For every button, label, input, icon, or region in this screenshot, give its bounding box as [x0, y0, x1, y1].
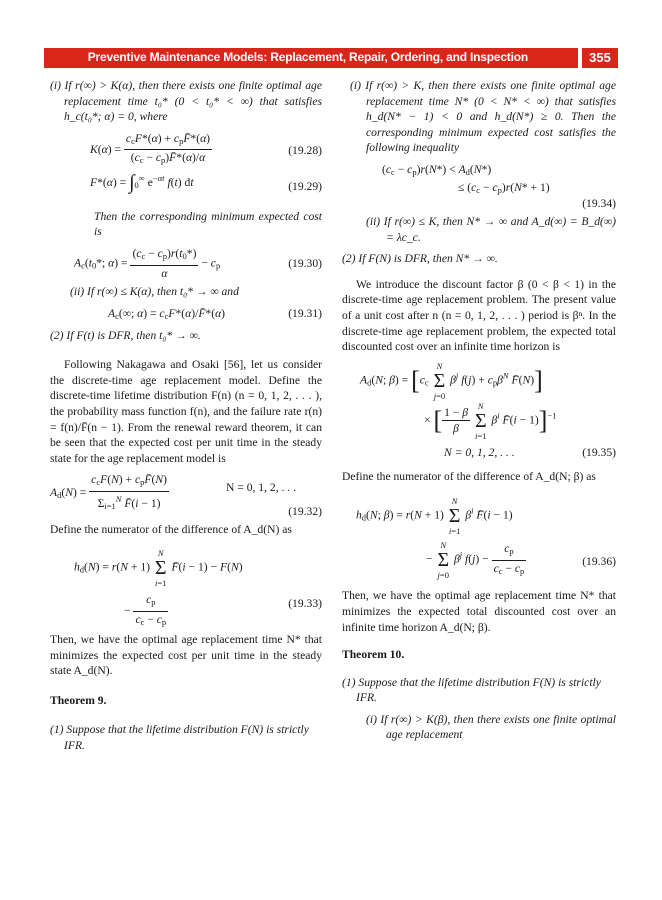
eq-label-19-34: (19.34)	[582, 196, 616, 210]
right-define-numerator: Define the numerator of the difference of A_d(N; β) as	[342, 469, 596, 483]
eq-label-19-29: (19.29)	[288, 179, 322, 193]
left-after-29: Then the corresponding minimum expected cost is	[94, 209, 322, 239]
right-item-ii: (ii) If r(∞) ≤ K, then N* → ∞ and A_d(∞) = B_d(∞) = λc_c.	[366, 214, 616, 244]
left-define-numerator: Define the numerator of the difference of A_d(N) as	[50, 523, 292, 537]
equation-19-31: $A_c(\infty$; $\alpha) = c_cF*(\alpha)/F̄*(\alpha)$ (19.31)	[108, 306, 322, 321]
right-paragraph-discount: We introduce the discount factor β (0 < β < 1) in the discrete-time age replacement problem. The present value of a unit cost after n (n = 0, 1, 2, . . . ) period is βⁿ. In the discrete-time age replacement problem, the expected total discounted cost over an infinite time horizon is	[342, 277, 616, 354]
equation-19-35b: × [ $\frac{1 - \beta}{\beta}$ N Σ i=1 $\beta^i$ F̄(i − 1)]$^{-1}$	[424, 400, 557, 441]
equation-19-36a: $h_d(N$; β) = r(N + 1) N Σ i=1 $\beta^i$ F̄(i − 1)	[356, 496, 513, 537]
left-then-paragraph: Then, we have the optimal age replacement time N* that minimizes the expected cost per unit time in the steady state A_d(N).	[50, 632, 322, 678]
right-then-paragraph: Then, we have the optimal age replacement time N* that minimizes the expected total discounted cost over an infinite time horizon A_d(N; β).	[342, 589, 616, 634]
right-column	[342, 78, 616, 743]
left-item-i: (i) If r(∞) > K(α), then there exists one finite optimal age replacement time t₀* (0 < t₀* < ∞) that satisfies h_c(t₀*; α) = 0, where	[50, 79, 322, 124]
left-column	[50, 78, 322, 753]
eq-label-19-32: (19.32)	[288, 505, 322, 519]
left-paragraph-discrete: Following Nakagawa and Osaki [56], let us consider the discrete-time age replacement model. Define the discrete-time lifetime distribution F(n) (n = 0, 1, 2, . . . ), the probability mass function f(n), and the failure rate r(n) = f(n)/F̄(n − 1). From the renewal reward theorem, it can be seen that the expected cost per unit time in the steady state for the age replacement model is	[50, 358, 322, 465]
eq35-range: N = 0, 1, 2, . . .	[444, 445, 515, 459]
theorem-10-heading: Theorem 10.	[342, 648, 405, 662]
page-number: 355	[582, 48, 618, 68]
eq32-range: N = 0, 1, 2, . . .	[226, 481, 296, 495]
eq-label-19-36: (19.36)	[582, 555, 616, 569]
left-item-2: (2) If F(t) is DFR, then t₀* → ∞.	[50, 328, 201, 342]
eq-label-19-30: (19.30)	[288, 256, 322, 270]
right-item-2: (2) If F(N) is DFR, then N* → ∞.	[342, 252, 498, 266]
equation-19-34a: $(c_c - c_p)r(N*) < A_d(N*)$	[382, 162, 492, 177]
equation-19-30: $A_c(t_0*$; α) = $\frac{(c_c - c_p)r(t_0*)}{\alpha}$ − $c_p$ (19.30)	[74, 246, 322, 280]
eq-label-19-31: (19.31)	[288, 306, 322, 320]
equation-19-34b: ≤ $(c_c - c_p)r(N* + 1)$ (19.34)	[458, 180, 616, 210]
header-band	[44, 48, 578, 68]
equation-19-33b: − $\frac{c_p}{c_c - c_p}$ (19.33)	[124, 592, 322, 627]
eq-label-19-28: (19.28)	[288, 143, 322, 157]
theorem-9-item-1: (1) Suppose that the lifetime distribution F(N) is strictly IFR.	[50, 723, 309, 752]
running-header	[44, 48, 618, 68]
theorem-9-heading: Theorem 9.	[50, 693, 107, 707]
eq-label-19-35: (19.35)	[582, 445, 616, 459]
right-item-i: (i) If r(∞) > K, then there exists one finite optimal age replacement time N* (0 < N* < ∞) that satisfies h_d(N* − 1) < 0 and h_d(N*) ≥ 0. Then the corresponding minimum expected cost satisfies the following inequality	[350, 79, 616, 155]
equation-19-36b: − N Σ j=0 $\beta^j$ f(j) − $\frac{c_p}{c_c - c_p}$ (19.36)	[426, 540, 616, 581]
equation-19-28: K(α) = $\frac{c_cF*(\alpha) + c_pF̄*(\alpha)}{(c_c - c_p)F̄*(\alpha)/\alpha}$ (19.28)	[90, 131, 322, 166]
theorem-10-item-1: (1) Suppose that the lifetime distribution F(N) is strictly IFR.	[342, 675, 601, 705]
equation-19-33a: $h_d(N) = r(N + 1)$ N Σ i=1 F̄(i − 1) − F(N)	[74, 547, 243, 588]
equation-19-29: $F*(\alpha) = \int_0^\infty$ $e^{-\alpha t}$ f(t) dt (19.29)	[90, 171, 322, 194]
eq-label-19-33: (19.33)	[288, 596, 322, 610]
left-item-ii: (ii) If r(∞) ≤ K(α), then t₀* → ∞ and	[70, 284, 239, 298]
equation-19-35c	[444, 445, 616, 469]
equation-19-35a: $A_d(N$; $\beta) = [c_c$ N Σ j=0 $\beta^j$ $f(j) + c_p\beta^N$ F̄(N)]	[360, 360, 543, 401]
running-title: Preventive Maintenance Models: Replacement, Repair, Ordering, and Inspection	[87, 50, 528, 64]
theorem-10-item-i: (i) If r(∞) > K(β), then there exists one finite optimal age replacement	[366, 712, 616, 742]
equation-19-32: $A_d(N)$ = $\frac{c_cF(N) + c_pF̄(N)}{\Sigma_{i=1}^N F̄(i - 1)}$ N = 0, 1, 2, . . . (19.32)	[50, 473, 322, 519]
